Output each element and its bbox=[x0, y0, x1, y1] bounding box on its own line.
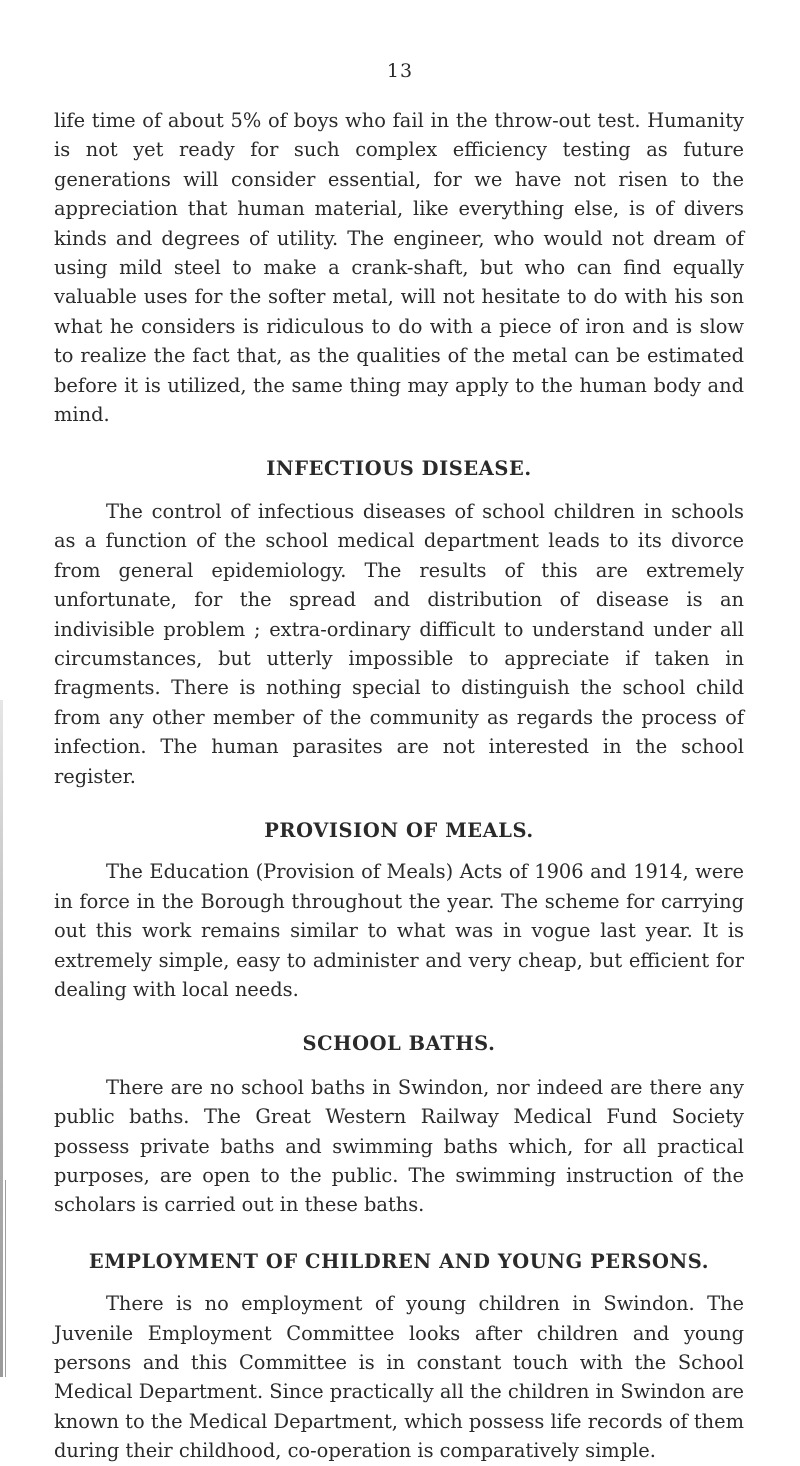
section-heading-school-baths: SCHOOL BATHS. bbox=[302, 1032, 496, 1056]
intro-paragraph: life time of about 5% of boys who fail in the throw-out test. Humanity is not yet ready for such complex efficiency testing as future generations will consider essential, for we have not risen to the appreciation that human material, like everything else, is of divers kinds and degrees of utility. The engineer, who would not dream of using mild steel to make a crank-shaft, but who can find equally valuable uses for the softer metal, will not hesitate to do with his son what he considers is ridiculous to do with a piece of iron and is slow to realize the fact that, as the qualities of the metal can be estimated before it is utilized, the same thing may apply to the human body and mind. bbox=[54, 109, 744, 427]
section-paragraph-employment: There is no employment of young children in Swindon. The Juvenile Employment Committee looks after children and young persons and this Committee is in constant touch with the School Medical Department. Since practically all the children in Swindon are known to the Medical Department, which possess life records of them during their childhood, co-operation is comparatively simple. bbox=[54, 1292, 744, 1463]
section-heading-provision-of-meals: PROVISION OF MEALS. bbox=[264, 818, 534, 842]
page-body bbox=[54, 106, 744, 1466]
section-paragraph-provision-of-meals: The Education (Provision of Meals) Acts of 1906 and 1914, were in force in the Borough throughout the year. The scheme for carrying out this work remains similar to what was in vogue last year. It is extremely simple, easy to administer and very cheap, but efficient for dealing with local needs. bbox=[54, 860, 744, 1001]
page-edge-shadow bbox=[0, 700, 3, 1377]
page-number: 13 bbox=[386, 60, 414, 82]
section-paragraph-school-baths: There are no school baths in Swindon, nor indeed are there any public baths. The Great Western Railway Medical Fund Society possess private baths and swimming baths which, for all practical purposes, are open to the public. The swimming instruction of the scholars is carried out in these baths. bbox=[54, 1075, 744, 1217]
section-heading-employment: EMPLOYMENT OF CHILDREN AND YOUNG PERSONS. bbox=[88, 1249, 710, 1273]
page-edge-line bbox=[5, 1180, 6, 1377]
section-heading-infectious-disease: INFECTIOUS DISEASE. bbox=[266, 457, 532, 481]
section-paragraph-infectious-disease: The control of infectious diseases of school children in schools as a function of the school medical department leads to its divorce from general epidemiology. The results of this are extremely unfortunate, for the spread and distribution of disease is an indivisible problem ; extra-ordinary difficult to understand under all circumstances, but utterly impossible to appreciate if taken in fragments. There is nothing special to distinguish the school child from any other member of the community as regards the process of infection. The human parasites are not interested in the school register. bbox=[54, 499, 744, 788]
